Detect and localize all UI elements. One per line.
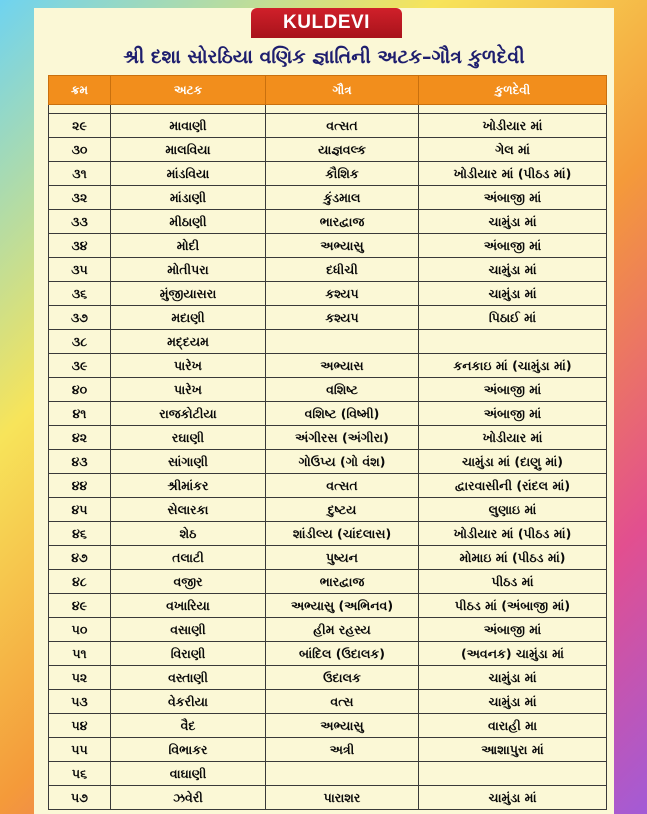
gotra-cell: બાંદિલ (ઉદાલક) xyxy=(266,642,419,666)
gotra-cell: કશ્યપ xyxy=(266,306,419,330)
table-row xyxy=(49,378,607,402)
table-row xyxy=(49,762,607,786)
table-row xyxy=(49,402,607,426)
header-kuldevi: કુળદેવી xyxy=(419,76,607,105)
table-row xyxy=(49,546,607,570)
kuldevi-cell: દ્વારવાસીની (રાંદલ માં) xyxy=(419,474,607,498)
serial-cell: ૩૭ xyxy=(49,306,111,330)
gotra-cell: ઉદાલક xyxy=(266,666,419,690)
gotra-cell: વત્સ xyxy=(266,690,419,714)
serial-cell: ૩૬ xyxy=(49,282,111,306)
surname-cell: માવાણી xyxy=(111,114,266,138)
kuldevi-cell: ચામુંડા માં xyxy=(419,666,607,690)
serial-cell: ૪૦ xyxy=(49,378,111,402)
kuldevi-cell: ચામુંડા માં (દાણુ માં) xyxy=(419,450,607,474)
kuldevi-cell: પિઠાઈ માં xyxy=(419,306,607,330)
serial-cell: ૩૯ xyxy=(49,354,111,378)
kuldevi-cell: અંબાજી માં xyxy=(419,402,607,426)
table-row xyxy=(49,570,607,594)
table-row xyxy=(49,210,607,234)
serial-cell: ૪૭ xyxy=(49,546,111,570)
kuldevi-cell xyxy=(419,330,607,354)
kuldevi-table xyxy=(48,75,607,810)
gotra-cell: પુષ્યન xyxy=(266,546,419,570)
gotra-cell: શાંડીલ્ય (ચાંદલાસ) xyxy=(266,522,419,546)
serial-cell: ૫૨ xyxy=(49,666,111,690)
kuldevi-cell: અંબાજી માં xyxy=(419,618,607,642)
table-row xyxy=(49,330,607,354)
kuldevi-cell xyxy=(419,762,607,786)
gotra-cell: વત્સત xyxy=(266,114,419,138)
kuldevi-cell: પીઠડ માં xyxy=(419,570,607,594)
surname-cell: શ્રીમાંકર xyxy=(111,474,266,498)
kuldevi-cell: વારાહી મા xyxy=(419,714,607,738)
surname-cell: માંડાણી xyxy=(111,186,266,210)
gotra-cell: વશિષ્ટ (વિષ્મી) xyxy=(266,402,419,426)
serial-cell: ૩૪ xyxy=(49,234,111,258)
surname-cell: પારેખ xyxy=(111,378,266,402)
serial-cell: ૫૦ xyxy=(49,618,111,642)
gotra-cell: ભારદ્વાજ xyxy=(266,570,419,594)
table-header-row xyxy=(49,76,607,105)
kuldevi-cell: કનકાઇ માં (ચામુંડા માં) xyxy=(419,354,607,378)
serial-cell: ૫૫ xyxy=(49,738,111,762)
serial-cell: ૨૯ xyxy=(49,114,111,138)
surname-cell: શેઠ xyxy=(111,522,266,546)
kuldevi-cell: અંબાજી માં xyxy=(419,234,607,258)
serial-cell: ૪૧ xyxy=(49,402,111,426)
serial-cell: ૩૫ xyxy=(49,258,111,282)
table-row xyxy=(49,498,607,522)
surname-cell: વિભાકર xyxy=(111,738,266,762)
serial-cell: ૩૧ xyxy=(49,162,111,186)
table-row xyxy=(49,618,607,642)
surname-cell: મોદી xyxy=(111,234,266,258)
gotra-cell: યાજ્ઞવલ્ક xyxy=(266,138,419,162)
table-row xyxy=(49,714,607,738)
serial-cell: ૪૪ xyxy=(49,474,111,498)
table-row xyxy=(49,162,607,186)
surname-cell: ઝવેરી xyxy=(111,786,266,810)
header-gotra: ગૌત્ર xyxy=(266,76,419,105)
kuldevi-cell: અંબાજી માં xyxy=(419,378,607,402)
kuldevi-cell: ચામુંડા માં xyxy=(419,786,607,810)
serial-cell: ૫૪ xyxy=(49,714,111,738)
serial-cell: ૪૩ xyxy=(49,450,111,474)
surname-cell: વખારિયા xyxy=(111,594,266,618)
kuldevi-cell: આશાપુરા માં xyxy=(419,738,607,762)
table-row xyxy=(49,138,607,162)
gotra-cell: વત્સત xyxy=(266,474,419,498)
kuldevi-cell: ખોડીયાર માં (પીઠડ માં) xyxy=(419,162,607,186)
serial-cell: ૩૨ xyxy=(49,186,111,210)
gotra-cell: અભ્યાસુ xyxy=(266,234,419,258)
table-spacer-row xyxy=(49,105,607,114)
gotra-cell: ગોઉપ્ય (ગો વંશ) xyxy=(266,450,419,474)
gotra-cell: કુંડમાલ xyxy=(266,186,419,210)
serial-cell: ૪૨ xyxy=(49,426,111,450)
serial-cell: ૩૦ xyxy=(49,138,111,162)
gotra-cell: ભારદ્વાજ xyxy=(266,210,419,234)
serial-cell: ૩૮ xyxy=(49,330,111,354)
table-row xyxy=(49,522,607,546)
table-row xyxy=(49,450,607,474)
surname-cell: સેલારકા xyxy=(111,498,266,522)
surname-cell: રઘાણી xyxy=(111,426,266,450)
header-surname: અટક xyxy=(111,76,266,105)
surname-cell: વિરાણી xyxy=(111,642,266,666)
surname-cell: રાજકોટીયા xyxy=(111,402,266,426)
gotra-cell: અભ્યાસ xyxy=(266,354,419,378)
surname-cell: તલાટી xyxy=(111,546,266,570)
gotra-cell: અભ્યાસુ xyxy=(266,714,419,738)
kuldevi-badge: KULDEVI xyxy=(251,8,402,38)
gotra-cell: વશિષ્ટ xyxy=(266,378,419,402)
table-row xyxy=(49,234,607,258)
kuldevi-cell: મોમાઇ માં (પીઠડ માં) xyxy=(419,546,607,570)
surname-cell: મુંજીયાસરા xyxy=(111,282,266,306)
serial-cell: ૪૮ xyxy=(49,570,111,594)
serial-cell: ૫૭ xyxy=(49,786,111,810)
surname-cell: મીઠાણી xyxy=(111,210,266,234)
surname-cell: મોતીપરા xyxy=(111,258,266,282)
table-row xyxy=(49,114,607,138)
serial-cell: ૪૫ xyxy=(49,498,111,522)
gotra-cell xyxy=(266,330,419,354)
table-row xyxy=(49,306,607,330)
kuldevi-cell: ખોડીયાર માં xyxy=(419,114,607,138)
kuldevi-cell: ચામુંડા માં xyxy=(419,258,607,282)
surname-cell: મદ્દયમ xyxy=(111,330,266,354)
kuldevi-cell: લુણાઇ માં xyxy=(419,498,607,522)
table-row xyxy=(49,690,607,714)
table-row xyxy=(49,354,607,378)
surname-cell: સાંગાણી xyxy=(111,450,266,474)
kuldevi-cell: અંબાજી માં xyxy=(419,186,607,210)
serial-cell: ૪૯ xyxy=(49,594,111,618)
table-row xyxy=(49,642,607,666)
kuldevi-cell: પીઠડ માં (અંબાજી માં) xyxy=(419,594,607,618)
kuldevi-cell: ચામુંડા માં xyxy=(419,690,607,714)
kuldevi-cell: ચામુંડા માં xyxy=(419,210,607,234)
header-serial: ક્રમ xyxy=(49,76,111,105)
serial-cell: ૫૩ xyxy=(49,690,111,714)
surname-cell: વેકરીયા xyxy=(111,690,266,714)
gotra-cell: હીમ રહસ્ય xyxy=(266,618,419,642)
gotra-cell: કશ્યપ xyxy=(266,282,419,306)
surname-cell: પારેખ xyxy=(111,354,266,378)
page-title: શ્રી દશા સોરઠિયા વણિક જ્ઞાતિની અટક–ગૌત્ર કુળદેવી xyxy=(123,46,525,68)
gotra-cell: કૌશિક xyxy=(266,162,419,186)
serial-cell: ૫૬ xyxy=(49,762,111,786)
gotra-cell: દધીચી xyxy=(266,258,419,282)
gotra-cell: અભ્યાસુ (અભિનવ) xyxy=(266,594,419,618)
table-row xyxy=(49,258,607,282)
table-row xyxy=(49,474,607,498)
surname-cell: વસાણી xyxy=(111,618,266,642)
surname-cell: વાઘાણી xyxy=(111,762,266,786)
kuldevi-cell: ખોડીયાર માં (પીઠડ માં) xyxy=(419,522,607,546)
surname-cell: વજીર xyxy=(111,570,266,594)
surname-cell: વૈદ xyxy=(111,714,266,738)
table-row xyxy=(49,282,607,306)
gotra-cell: અત્રી xyxy=(266,738,419,762)
gotra-cell: અંગીરસ (અંગીરા) xyxy=(266,426,419,450)
table-row xyxy=(49,786,607,810)
kuldevi-cell: ખોડીયાર માં xyxy=(419,426,607,450)
kuldevi-cell: ચામુંડા માં xyxy=(419,282,607,306)
gotra-cell: દુષ્ટય xyxy=(266,498,419,522)
gotra-cell xyxy=(266,762,419,786)
serial-cell: ૫૧ xyxy=(49,642,111,666)
serial-cell: ૩૩ xyxy=(49,210,111,234)
serial-cell: ૪૬ xyxy=(49,522,111,546)
surname-cell: માંડવિયા xyxy=(111,162,266,186)
table-row xyxy=(49,594,607,618)
table-row xyxy=(49,186,607,210)
kuldevi-cell: (અવનક) ચામુંડા માં xyxy=(419,642,607,666)
kuldevi-cell: ગેલ માં xyxy=(419,138,607,162)
surname-cell: વસ્તાણી xyxy=(111,666,266,690)
table-row xyxy=(49,738,607,762)
table-body xyxy=(49,105,607,810)
surname-cell: મદાણી xyxy=(111,306,266,330)
table-row xyxy=(49,666,607,690)
table-row xyxy=(49,426,607,450)
surname-cell: માલવિયા xyxy=(111,138,266,162)
gotra-cell: પારાશર xyxy=(266,786,419,810)
